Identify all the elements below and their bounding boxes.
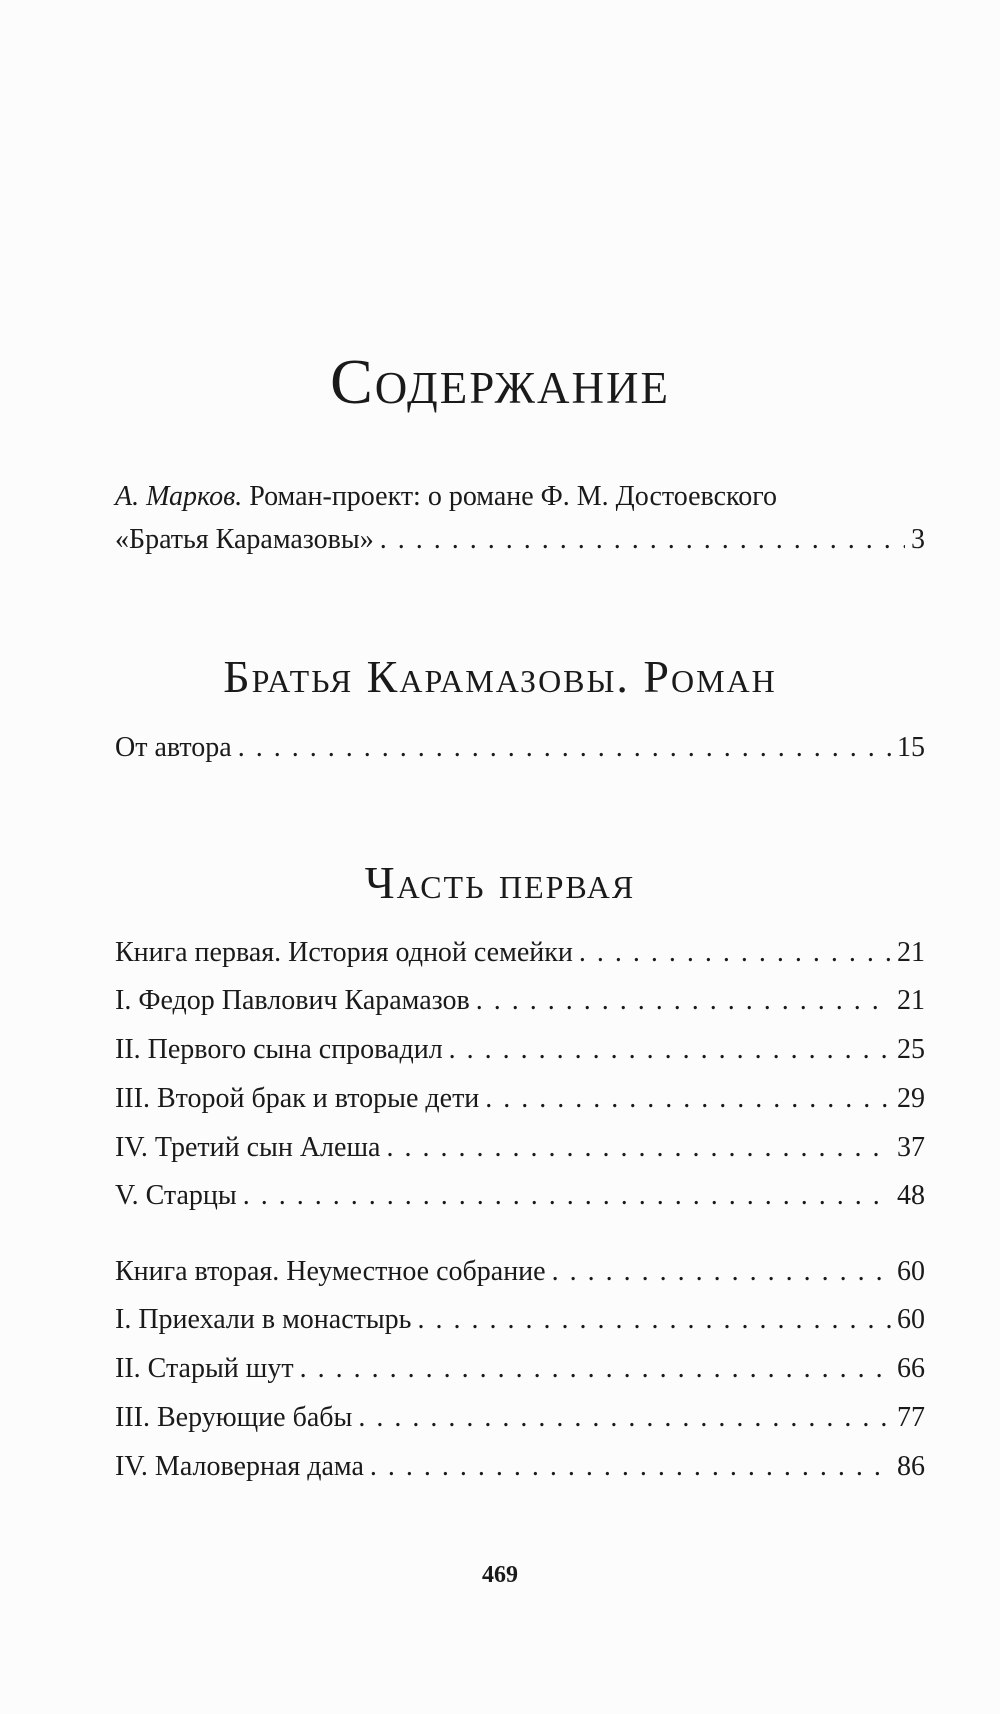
toc-entry[interactable] [115, 1302, 925, 1338]
entry-label: II. Первого сына спровадил [115, 1034, 443, 1065]
dot-leader [300, 1351, 891, 1387]
entry-label: V. Старцы [115, 1180, 237, 1211]
dot-leader [579, 935, 891, 971]
intro-title: Роман-проект: о романе Ф. М. Достоевского [242, 481, 777, 512]
entry-label: От автора [115, 732, 232, 763]
entry-label: IV. Маловерная дама [115, 1451, 364, 1482]
entry-page: 66 [897, 1353, 925, 1384]
toc-entry[interactable] [115, 1081, 925, 1117]
entry-label: IV. Третий сын Алеша [115, 1132, 381, 1163]
entry-label: Книга первая. История одной семейки [115, 937, 573, 968]
entry-page: 60 [897, 1304, 925, 1335]
dot-leader [238, 730, 891, 766]
entry-page: 77 [897, 1402, 925, 1433]
dot-leader [449, 1032, 891, 1068]
toc-entry[interactable] [115, 1400, 925, 1436]
intro-entry-line1 [115, 479, 777, 515]
entry-label: III. Верующие бабы [115, 1402, 353, 1433]
page-number: 469 [482, 1562, 518, 1588]
novel-heading: Братья Карамазовы. Роман [223, 651, 777, 702]
toc-entry[interactable] [115, 1449, 925, 1485]
entry-page: 60 [897, 1256, 925, 1287]
entry-label: Книга вторая. Неуместное собрание [115, 1256, 546, 1287]
toc-entry[interactable] [115, 1178, 925, 1214]
toc-entry-foreword[interactable] [115, 730, 925, 766]
entry-page: 15 [897, 732, 925, 763]
entry-label: «Братья Карамазовы» [115, 524, 374, 555]
toc-entry[interactable] [115, 1254, 925, 1290]
entry-label: I. Федор Павлович Карамазов [115, 985, 470, 1016]
toc-entry[interactable] [115, 1351, 925, 1387]
dot-leader [386, 1130, 891, 1166]
entry-page: 21 [897, 985, 925, 1016]
dot-leader [485, 1081, 891, 1117]
entry-page: 37 [897, 1132, 925, 1163]
dot-leader [370, 1449, 891, 1485]
toc-entry[interactable] [115, 1032, 925, 1068]
entry-page: 25 [897, 1034, 925, 1065]
intro-author: А. Марков. [115, 481, 243, 512]
entry-label: I. Приехали в монастырь [115, 1304, 412, 1335]
entry-label: II. Старый шут [115, 1353, 294, 1384]
dot-leader [243, 1178, 891, 1214]
entry-label: III. Второй брак и вторые дети [115, 1083, 480, 1114]
entry-page: 29 [897, 1083, 925, 1114]
toc-entry-intro[interactable] [115, 522, 925, 558]
part-heading: Часть первая [364, 857, 636, 908]
entry-page: 48 [897, 1180, 925, 1211]
page-title: Содержание [330, 346, 670, 417]
dot-leader [476, 983, 891, 1019]
dot-leader [417, 1302, 891, 1338]
toc-entry[interactable] [115, 983, 925, 1019]
dot-leader [358, 1400, 891, 1436]
entry-page: 86 [897, 1451, 925, 1482]
dot-leader [380, 522, 905, 558]
dot-leader [552, 1254, 891, 1290]
toc-entry[interactable] [115, 1130, 925, 1166]
entry-page: 3 [911, 524, 925, 555]
entry-page: 21 [897, 937, 925, 968]
toc-entry[interactable] [115, 935, 925, 971]
